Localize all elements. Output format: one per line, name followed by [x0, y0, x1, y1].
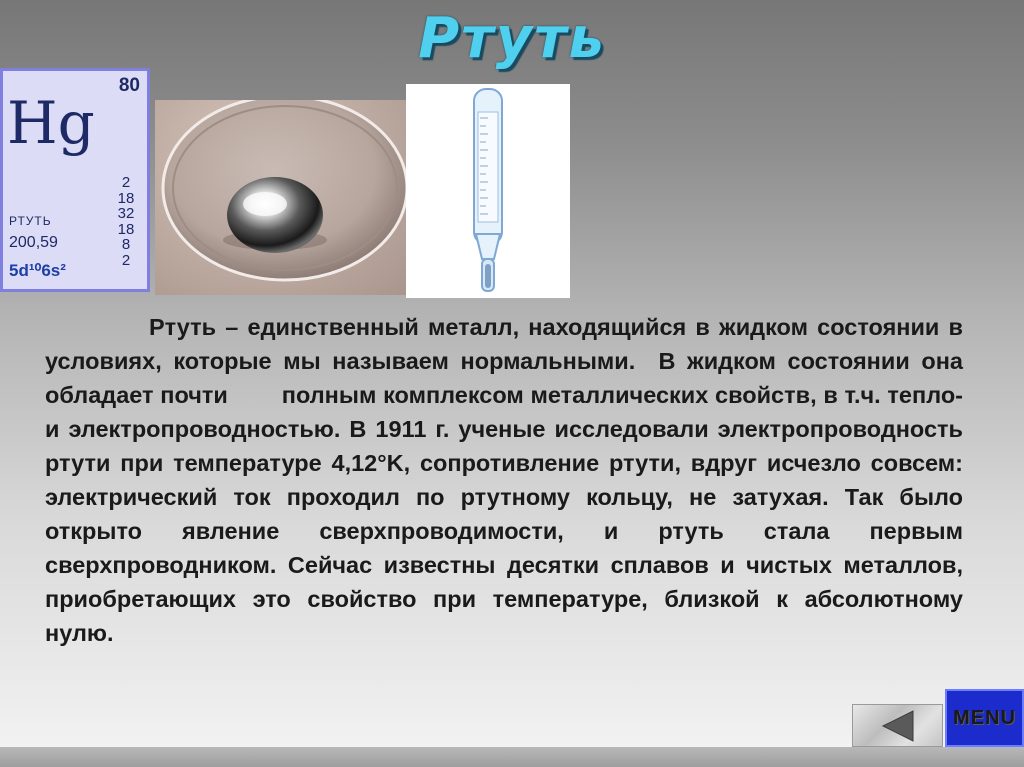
shell-count: 2: [121, 174, 131, 191]
menu-button[interactable]: [945, 689, 1024, 747]
body-text: Ртуть – единственный металл, находящийся в жидком состоянии в условиях, которые мы называем нормальными. В жидком состоянии она обладает почти полным комплексом металлических свойств, в т.ч. тепло- и электропроводностью. В 1911 г. ученые исследовали электропроводность ртути при температуре 4,12°K, сопротивление ртути, вдруг исчезло совсем: электрический ток проходил по ртутному кольцу, не затухая. Так было открыто явление сверхпроводимости, и ртуть стала первым сверхпроводником. Сейчас известны десятки сплавов и чистых металлов, приобретающих это свойство при температуре, близкой к абсолютному нулю.: [45, 314, 970, 646]
shell-count: 8: [121, 236, 131, 253]
atomic-number: 80: [118, 75, 140, 96]
shell-count: 18: [117, 220, 135, 238]
element-name: РТУТЬ: [9, 214, 52, 228]
slide-title: Ртуть: [418, 6, 606, 71]
shell-count: 2: [121, 251, 131, 269]
triangle-left-icon: [853, 705, 944, 748]
element-symbol: Hg: [7, 89, 95, 157]
electron-config: 5d¹⁰6s²: [9, 261, 66, 280]
bottom-strip: [0, 747, 1024, 767]
menu-label: MENU: [953, 706, 1016, 729]
thermometer-image: [406, 84, 570, 298]
back-button[interactable]: [852, 704, 943, 747]
shell-count: 32: [117, 205, 135, 222]
periodic-element-card: [0, 68, 150, 292]
shell-count: 18: [117, 189, 135, 207]
electron-shells: [111, 175, 141, 268]
mercury-drop-photo: [155, 100, 407, 295]
atomic-mass: 200,59: [9, 234, 58, 251]
